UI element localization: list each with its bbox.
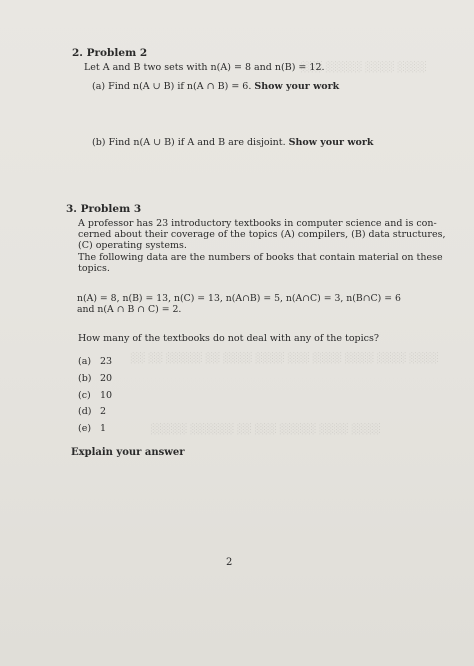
option-label: (c) xyxy=(78,390,91,401)
show-through-text: ░░░░ ░░░░ ░░░░ ░░░░ ░░░ ░░░░ ░░░░ ░░ ░░░░░ ░░ ░░ xyxy=(130,353,438,364)
option-value: 2 xyxy=(100,406,107,417)
problem-2-part-b xyxy=(92,137,373,149)
problem-3-title: Problem 3 xyxy=(80,203,142,215)
part-a-text: Find n(A ∪ B) if n(A ∩ B) = 6. xyxy=(108,81,252,92)
description-line: The following data are the numbers of books that contain material on these xyxy=(78,251,443,263)
answer-option-d xyxy=(78,406,106,417)
option-value: 20 xyxy=(100,373,113,384)
option-value: 1 xyxy=(100,423,107,434)
option-value: 10 xyxy=(100,390,113,401)
data-line: n(A) = 8, n(B) = 13, n(C) = 13, n(A∩B) = 5, n(A∩C) = 3, n(B∩C) = 6 xyxy=(77,293,401,304)
page-number: 2 xyxy=(226,557,233,568)
problem-2-heading xyxy=(72,47,147,59)
description-line: A professor has 23 introductory textbooks in computer science and is con- xyxy=(78,218,437,229)
part-a-instruction: Show your work xyxy=(254,81,340,92)
answer-option-a xyxy=(78,356,112,367)
answer-option-c xyxy=(78,390,112,401)
problem-2-part-a xyxy=(92,81,339,93)
problem-3-heading xyxy=(66,203,141,215)
problem-2-number: 2. xyxy=(72,47,83,59)
problem-2-title: Problem 2 xyxy=(86,47,148,59)
option-label: (b) xyxy=(78,373,92,384)
problem-3-number: 3. xyxy=(66,203,77,215)
problem-3-question: How many of the textbooks do not deal with any of the topics? xyxy=(78,333,379,344)
problem-3-data xyxy=(77,293,401,315)
answer-option-e xyxy=(78,423,106,434)
option-value: 23 xyxy=(100,356,113,367)
part-b-instruction: Show your work xyxy=(288,137,374,148)
explain-instruction: Explain your answer xyxy=(71,447,185,458)
data-line: and n(A ∩ B ∩ C) = 2. xyxy=(77,304,182,316)
description-line: (C) operating systems. xyxy=(78,240,187,252)
option-label: (a) xyxy=(78,356,92,367)
part-b-text: Find n(A ∪ B) if A and B are disjoint. xyxy=(108,137,286,148)
description-line: topics. xyxy=(78,262,110,274)
part-a-label: (a) xyxy=(92,81,106,92)
problem-3-description xyxy=(78,218,445,274)
option-label: (d) xyxy=(78,406,92,417)
description-line: cerned about their coverage of the topics (A) compilers, (B) data structures, xyxy=(78,229,446,241)
option-label: (e) xyxy=(78,423,92,434)
answer-option-b xyxy=(78,373,112,384)
problem-2-intro: Let A and B two sets with n(A) = 8 and n(B) = 12. xyxy=(84,62,325,73)
part-b-label: (b) xyxy=(92,137,106,148)
show-through-text: ░░░░ ░░░░ ░░░░░ ░░░ ░░ ░░░░░░ ░░░░░ xyxy=(150,424,380,435)
show-through-text: ░░░░ ░░░░ ░░░░░ ░░░ xyxy=(300,62,426,73)
